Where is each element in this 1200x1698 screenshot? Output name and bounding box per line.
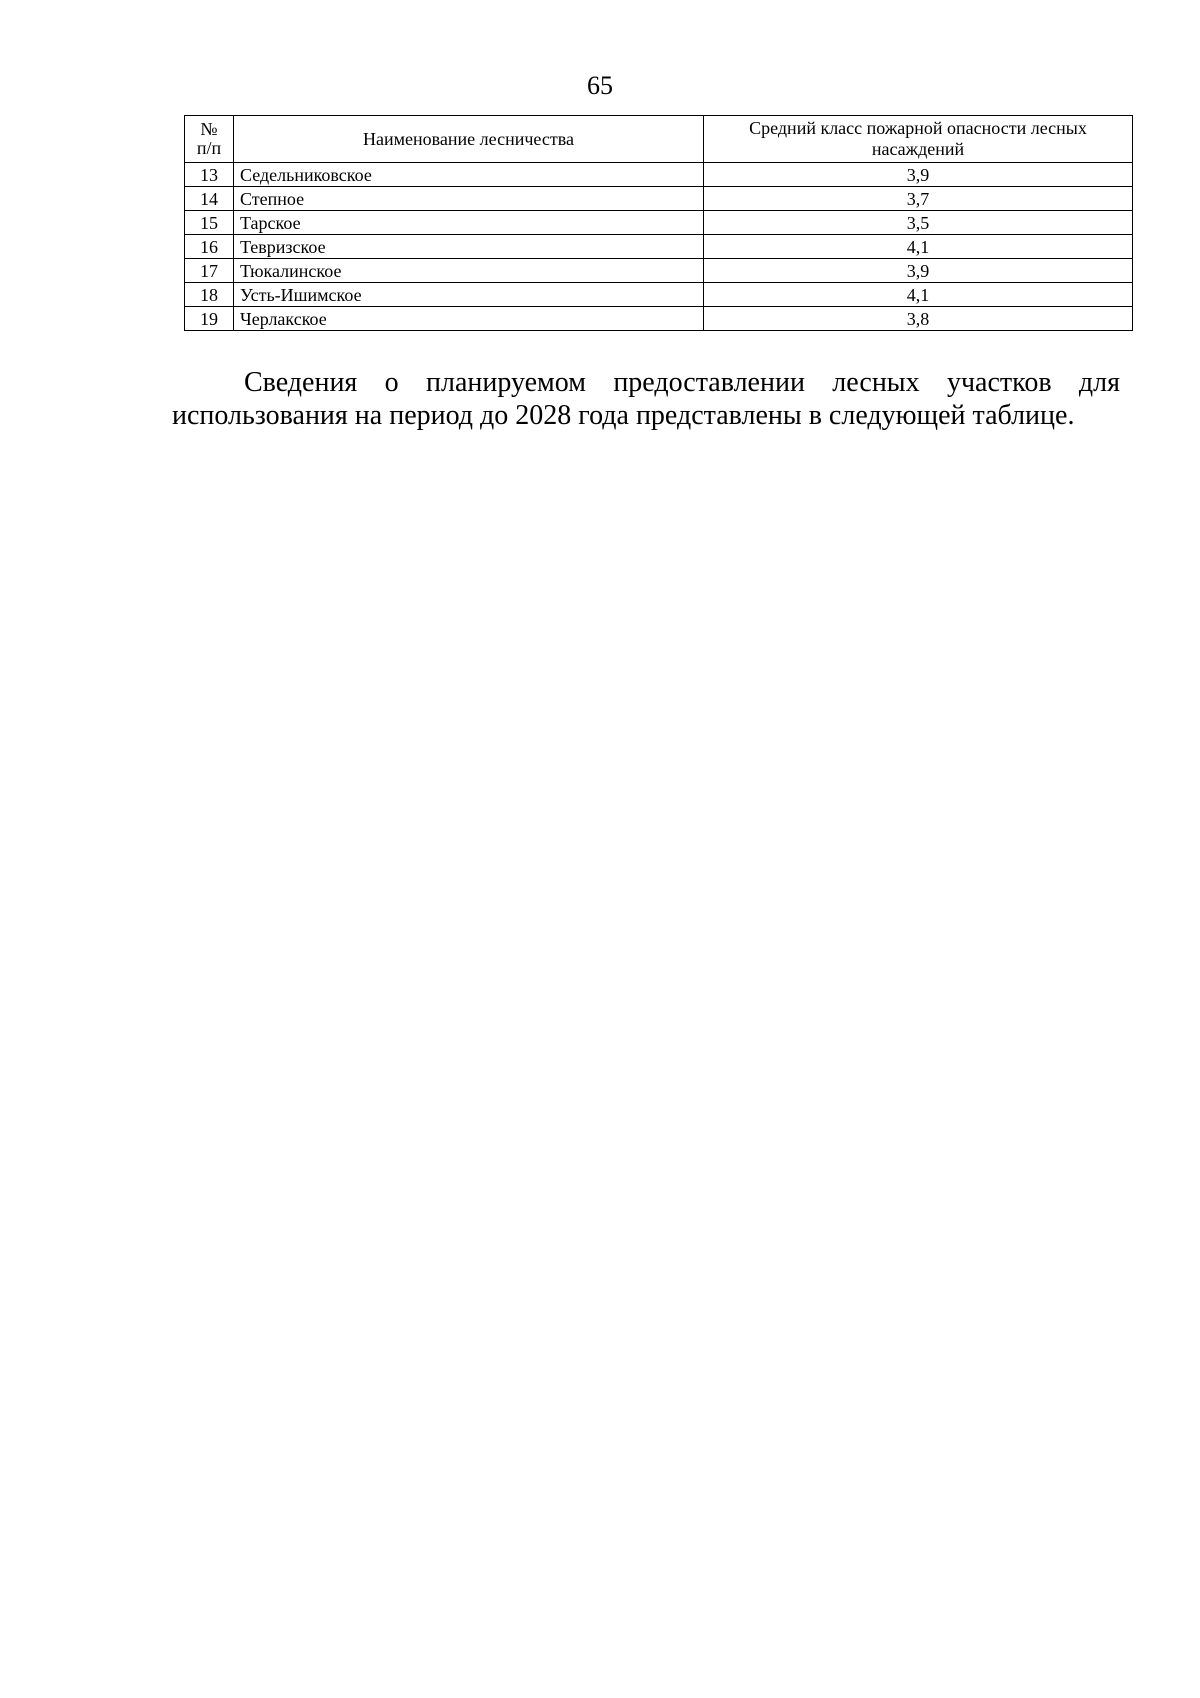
row-fire-class: 3,5 bbox=[704, 211, 1133, 235]
table-row bbox=[185, 259, 1133, 283]
header-fire-class: Средний класс пожарной опасности лесных насаждений bbox=[704, 116, 1133, 163]
row-forestry-name: Черлакское bbox=[234, 307, 704, 331]
row-number: 18 bbox=[185, 283, 234, 307]
table-header-row bbox=[185, 116, 1133, 163]
row-forestry-name: Седельниковское bbox=[234, 163, 704, 187]
page-number: 65 bbox=[587, 71, 613, 100]
row-fire-class: 4,1 bbox=[704, 235, 1133, 259]
table-row bbox=[185, 283, 1133, 307]
forestry-fire-class-table bbox=[184, 115, 1133, 331]
row-fire-class: 3,9 bbox=[704, 259, 1133, 283]
row-fire-class: 4,1 bbox=[704, 283, 1133, 307]
header-number: № п/п bbox=[185, 116, 234, 163]
row-fire-class: 3,8 bbox=[704, 307, 1133, 331]
row-forestry-name: Тарское bbox=[234, 211, 704, 235]
body-paragraph: Сведения о планируемом предоставлении лесных участков для использования на период до 2028 года представлены в следующей таблице. bbox=[172, 367, 1120, 431]
row-forestry-name: Усть-Ишимское bbox=[234, 283, 704, 307]
row-forestry-name: Тюкалинское bbox=[234, 259, 704, 283]
header-forestry-name: Наименование лесничества bbox=[234, 116, 704, 163]
row-number: 17 bbox=[185, 259, 234, 283]
table-row bbox=[185, 307, 1133, 331]
table-row bbox=[185, 163, 1133, 187]
table-row bbox=[185, 235, 1133, 259]
row-fire-class: 3,7 bbox=[704, 187, 1133, 211]
row-fire-class: 3,9 bbox=[704, 163, 1133, 187]
row-number: 14 bbox=[185, 187, 234, 211]
row-number: 13 bbox=[185, 163, 234, 187]
row-number: 19 bbox=[185, 307, 234, 331]
table-row bbox=[185, 187, 1133, 211]
row-forestry-name: Тевризское bbox=[234, 235, 704, 259]
row-number: 15 bbox=[185, 211, 234, 235]
row-number: 16 bbox=[185, 235, 234, 259]
row-forestry-name: Степное bbox=[234, 187, 704, 211]
table-row bbox=[185, 211, 1133, 235]
